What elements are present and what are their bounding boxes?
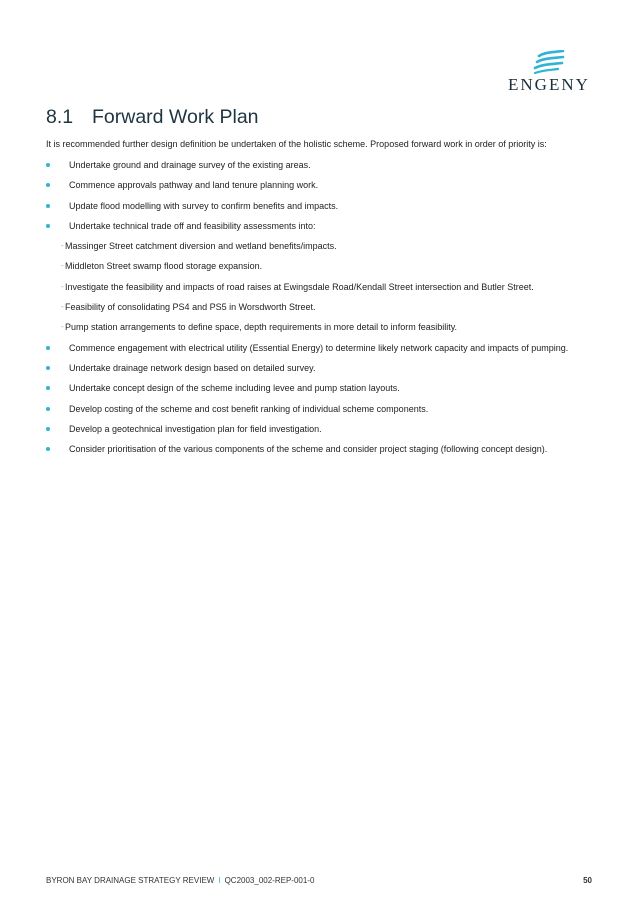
bullet-dot-icon [46,183,50,187]
sub-item [46,321,606,341]
item-text: Commence approvals pathway and land tenure planning work. [69,180,319,191]
item-text: Commence engagement with electrical utility (Essential Energy) to determine likely network capacity and impacts of pumping. [69,342,569,353]
sub-dash-icon: - [61,281,64,291]
footer-separator: I [218,876,221,885]
bullet-dot-icon [46,163,50,167]
bullet-dot-icon [46,346,50,350]
item-text: Develop costing of the scheme and cost benefit ranking of individual scheme components. [69,403,429,414]
item-text: Massinger Street catchment diversion and wetland benefits/impacts. [65,241,337,252]
engeny-logo [508,50,592,95]
logo-text: ENGENY [508,75,590,94]
sub-item [46,281,606,301]
page-number: 50 [583,876,592,885]
sub-item [46,260,606,280]
item-text: Update flood modelling with survey to confirm benefits and impacts. [69,200,339,211]
item-text: Undertake ground and drainage survey of the existing areas. [69,160,311,170]
bullet-item [46,200,606,220]
item-text: Undertake drainage network design based on detailed survey. [69,362,316,373]
bullet-dot-icon [46,447,50,451]
item-text: Middleton Street swamp flood storage expansion. [65,261,263,272]
engeny-wave-icon [533,50,567,74]
bullet-item [46,382,606,402]
section-number: 8.1 [46,106,74,128]
footer-report-title: BYRON BAY DRAINAGE STRATEGY REVIEW [46,876,215,885]
item-text: Undertake technical trade off and feasibility assessments into: [69,220,316,231]
bullet-dot-icon [46,407,50,411]
section-title: Forward Work Plan [92,106,259,128]
sub-item [46,301,606,321]
sub-dash-icon: - [61,302,64,312]
bullet-dot-icon [46,204,50,208]
bullet-dot-icon [46,366,50,370]
bullet-item [46,342,606,362]
page-footer [46,876,314,885]
item-text: Undertake concept design of the scheme including levee and pump station layouts. [69,383,400,394]
bullet-item [46,423,606,443]
bullet-dot-icon [46,224,50,228]
intro-paragraph: It is recommended further design definition be undertaken of the holistic scheme. Proposed forward work in order of priority is: [46,139,547,149]
item-text: Investigate the feasibility and impacts of road raises at Ewingsdale Road/Kendall Street intersection and Butler Street. [65,281,534,292]
bullet-item [46,179,606,199]
sub-dash-icon: - [61,322,64,332]
bullet-item [46,159,606,179]
item-text: Consider prioritisation of the various components of the scheme and consider project staging (following concept design). [69,444,548,455]
section-heading [46,106,259,129]
bullet-item [46,403,606,423]
bullet-dot-icon [46,427,50,431]
item-text: Develop a geotechnical investigation plan for field investigation. [69,423,322,434]
footer-report-code: QC2003_002-REP-001-0 [224,876,315,885]
bullet-item [46,443,606,463]
bullet-item [46,362,606,382]
sub-dash-icon: - [61,241,64,251]
bullet-item [46,220,606,240]
bullet-dot-icon [46,386,50,390]
item-text: Feasibility of consolidating PS4 and PS5 in Worsdworth Street. [65,302,316,313]
item-text: Pump station arrangements to define space, depth requirements in more detail to inform feasibility. [65,322,458,333]
work-plan-list [46,159,606,463]
sub-item [46,240,606,260]
sub-dash-icon: - [61,261,64,271]
